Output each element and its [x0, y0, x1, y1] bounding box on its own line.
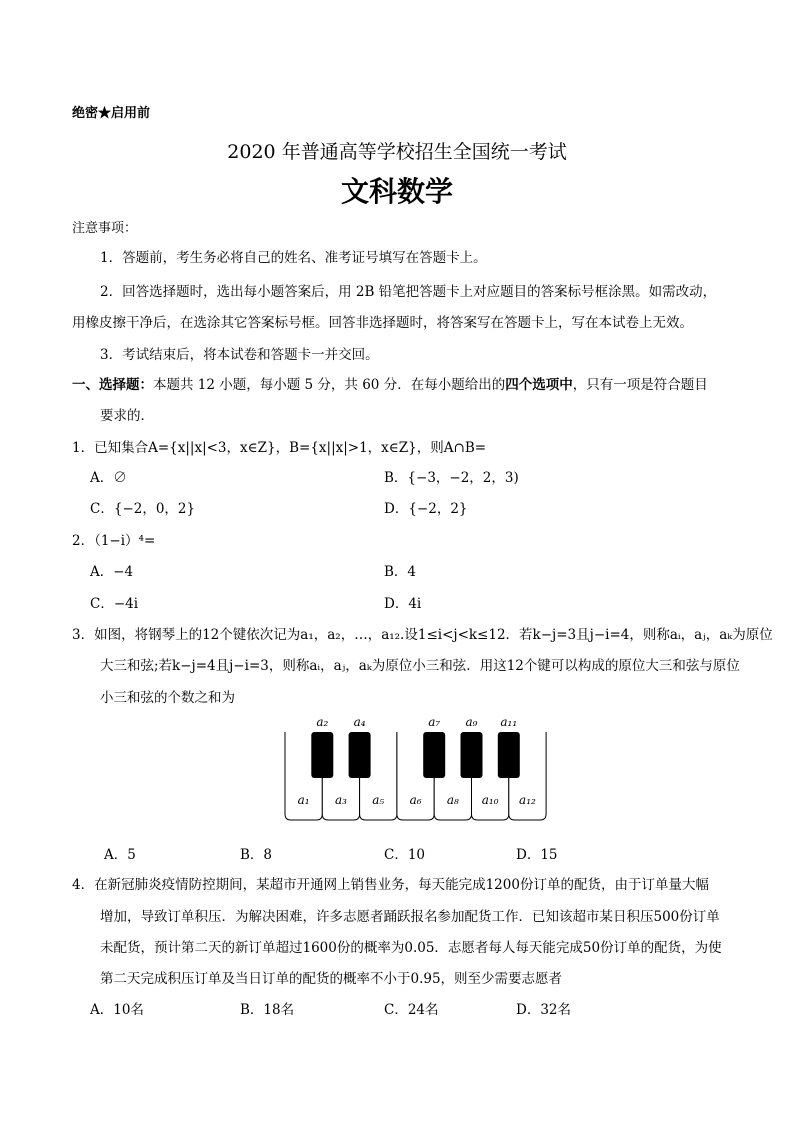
black-key: [498, 732, 520, 778]
note-item-2: 2．回答选择题时，选出每小题答案后，用 2B 铅笔把答题卡上对应题目的答案标号框涂黑。如需改动，: [100, 284, 717, 300]
section-text: 本题共 12 小题，每小题 5 分，共 60 分．在每小题给出的: [153, 377, 506, 393]
piano-svg: [283, 712, 547, 824]
black-key-label: a₁₁: [500, 715, 518, 729]
q3-line-3: 小三和弦的个数之和为: [100, 690, 235, 706]
subject-title: 文科数学: [340, 175, 453, 208]
q4-line-1: 4．在新冠肺炎疫情防控期间，某超市开通网上销售业务，每天能完成1200份订单的配货，由于订单量大幅: [72, 877, 709, 893]
white-key-label: a₆: [409, 793, 422, 807]
section-heading-cont: 要求的．: [100, 408, 154, 424]
q2-option-b: B．4: [384, 564, 417, 580]
black-key: [349, 732, 371, 778]
q4-option-a: A．10名: [90, 1002, 144, 1018]
q2-option-d: D．4i: [384, 596, 422, 612]
q4-option-c: C．24名: [384, 1002, 439, 1018]
notes-label: 注意事项：: [72, 221, 138, 236]
white-key-label: a₅: [372, 793, 385, 807]
black-key: [423, 732, 445, 778]
black-key-label: a₇: [428, 715, 441, 729]
section-heading: [72, 373, 708, 393]
q4-line-4: 第二天完成积压订单及当日订单的配货的概率不小于0.95，则至少需要志愿者: [100, 971, 563, 987]
white-key-label: a₈: [446, 793, 459, 807]
q3-option-d: D．15: [516, 847, 558, 863]
black-key-label: a₉: [465, 715, 478, 729]
white-key-label: a₁₂: [519, 793, 536, 807]
section-lead: 一、选择题：: [72, 377, 153, 393]
q2-stem: 2．（1−i）⁴=: [72, 533, 156, 549]
q3-option-a: A．5: [104, 847, 136, 863]
note-item-3: 3．考试结束后，将本试卷和答题卡一并交回。: [100, 347, 379, 363]
white-key-label: a₁₀: [481, 793, 499, 807]
black-key-label: a₄: [353, 715, 366, 729]
q4-line-2: 增加，导致订单积压．为解决困难，许多志愿者踊跃报名参加配货工作．已知该超市某日积压500份订单: [100, 909, 720, 925]
q1-stem: 1．已知集合A={x||x|<3，x∈Z}，B={x||x|>1，x∈Z}，则A∩B=: [72, 440, 487, 456]
q1-option-c: C．{−2，0，2}: [90, 501, 196, 517]
confidential-label: 绝密★启用前: [72, 106, 151, 121]
white-key-label: a₁: [297, 793, 310, 807]
q1-option-a: A．∅: [90, 470, 127, 486]
piano-keyboard-figure: [283, 712, 547, 824]
q1-option-b: B．{−3，−2，2，3): [384, 470, 519, 486]
black-key: [461, 732, 483, 778]
section-bold: 四个选项中: [505, 377, 573, 393]
q2-option-a: A．−4: [90, 564, 134, 580]
exam-title: 2020 年普通高等学校招生全国统一考试: [227, 141, 567, 163]
q4-option-d: D．32名: [516, 1002, 572, 1018]
q1-option-d: D．{−2，2}: [384, 501, 468, 517]
q4-option-b: B．18名: [240, 1002, 295, 1018]
q3-line-2: 大三和弦;若k−j=4且j−i=3，则称aᵢ，aⱼ，aₖ为原位小三和弦．用这12个键可以构成的原位大三和弦与原位: [100, 658, 740, 674]
q3-option-c: C．10: [384, 847, 426, 863]
q4-line-3: 未配货，预计第二天的新订单超过1600份的概率为0.05．志愿者每人每天能完成50份订单的配货，为使: [100, 940, 722, 956]
note-item-2-cont: 用橡皮擦干净后，在选涂其它答案标号框。回答非选择题时，将答案写在答题卡上，写在本试卷上无效。: [72, 315, 693, 331]
section-tail: ，只有一项是符合题目: [572, 377, 708, 393]
white-key-label: a₃: [334, 793, 347, 807]
q3-line-1: 3．如图，将钢琴上的12个键依次记为a₁，a₂，…，a₁₂.设1≤i<j<k≤12．若k−j=3且j−i=4，则称aᵢ，aⱼ，aₖ为原位: [72, 627, 773, 643]
note-item-1: 1．答题前，考生务必将自己的姓名、准考证号填写在答题卡上。: [100, 250, 487, 266]
q3-option-b: B．8: [240, 847, 273, 863]
black-key-label: a₂: [316, 715, 329, 729]
black-key: [311, 732, 333, 778]
q2-option-c: C．−4i: [90, 596, 139, 612]
